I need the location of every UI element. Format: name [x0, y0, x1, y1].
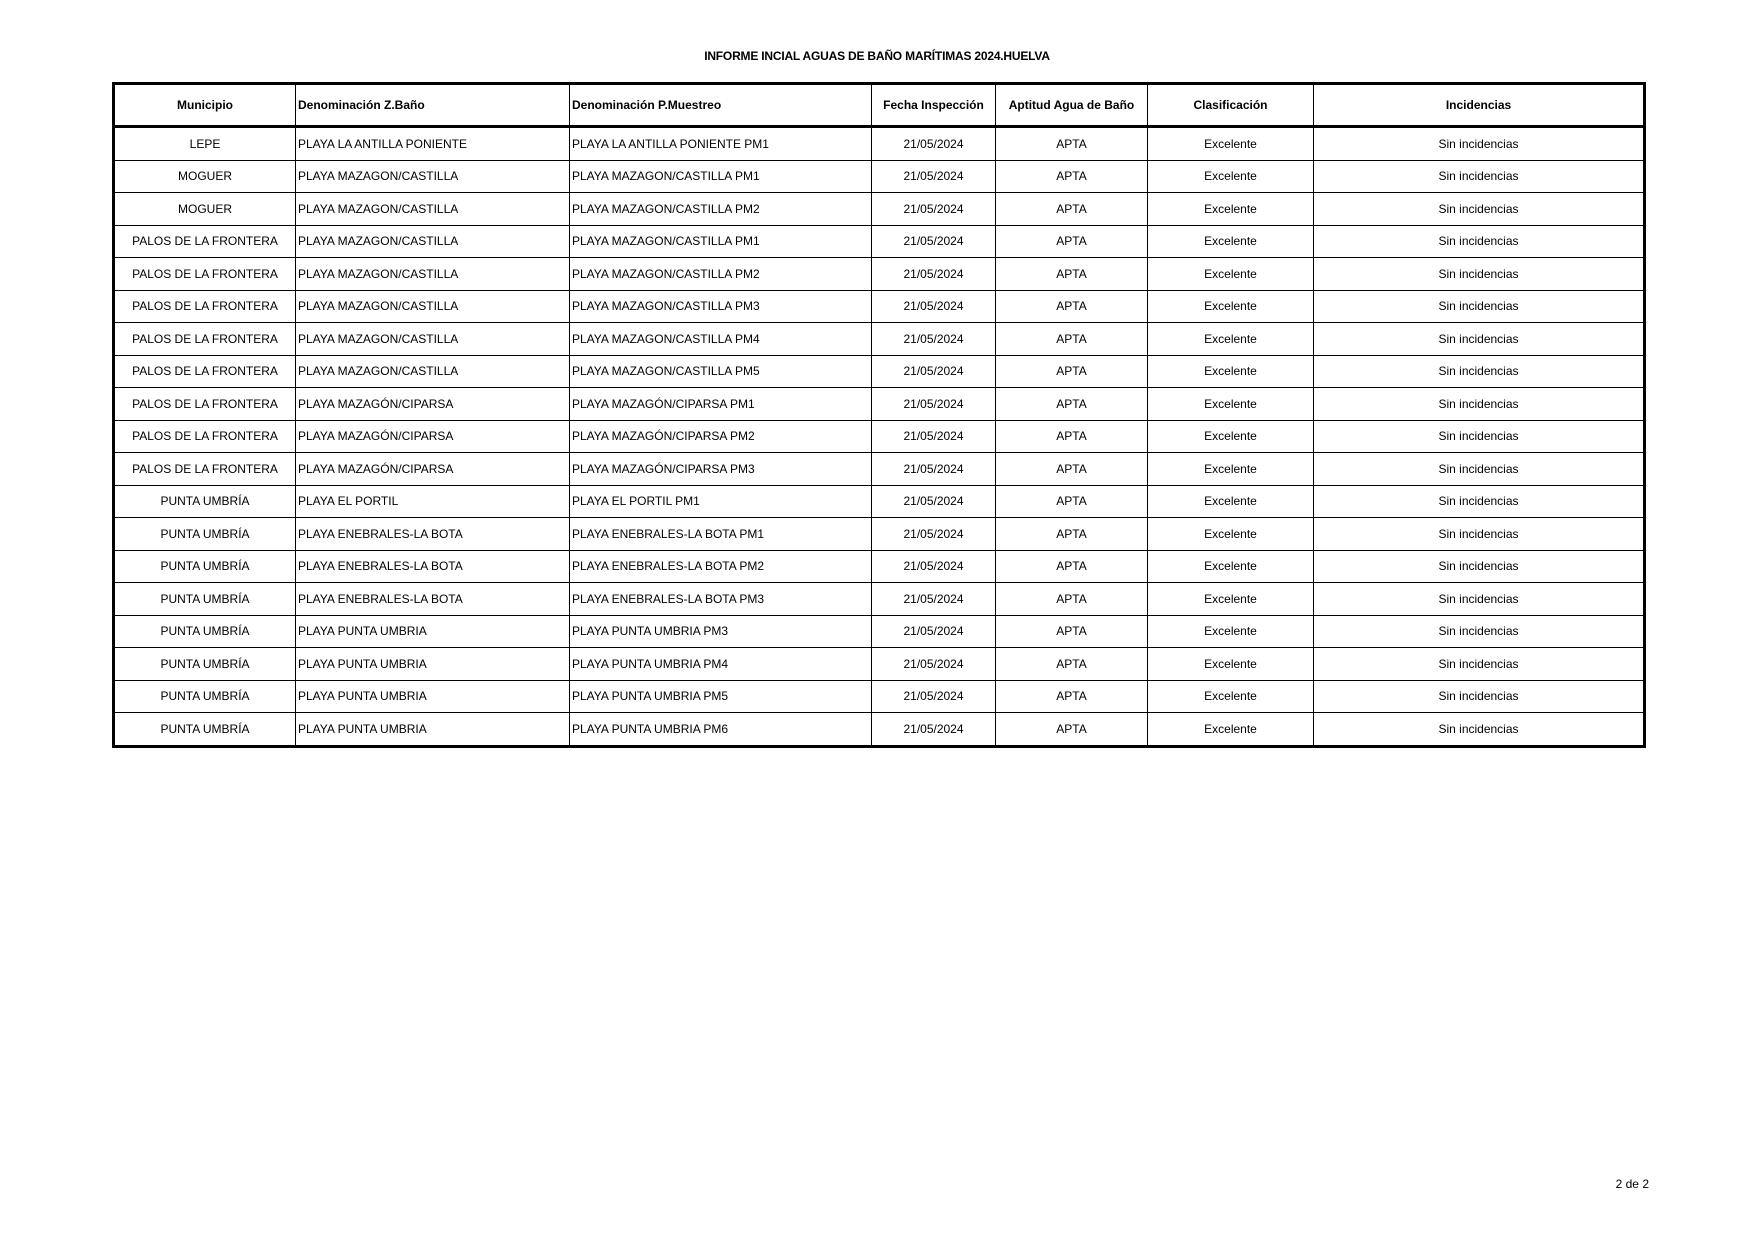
- cell-punto-muestreo: PLAYA MAZAGÓN/CIPARSA PM1: [570, 388, 872, 421]
- cell-aptitud: APTA: [996, 518, 1148, 551]
- column-header-punto-muestreo: Denominación P.Muestreo: [570, 84, 872, 127]
- cell-clasificacion: Excelente: [1148, 615, 1314, 648]
- cell-punto-muestreo: PLAYA MAZAGON/CASTILLA PM3: [570, 290, 872, 323]
- cell-fecha-inspeccion: 21/05/2024: [872, 453, 996, 486]
- column-header-zona-bano: Denominación Z.Baño: [296, 84, 570, 127]
- table-row: [114, 193, 1645, 226]
- cell-municipio: MOGUER: [114, 160, 296, 193]
- cell-fecha-inspeccion: 21/05/2024: [872, 323, 996, 356]
- cell-incidencias: Sin incidencias: [1314, 420, 1645, 453]
- table-row: [114, 160, 1645, 193]
- cell-zona-bano: PLAYA MAZAGON/CASTILLA: [296, 355, 570, 388]
- table-row: [114, 583, 1645, 616]
- cell-incidencias: Sin incidencias: [1314, 290, 1645, 323]
- cell-zona-bano: PLAYA ENEBRALES-LA BOTA: [296, 518, 570, 551]
- cell-municipio: LEPE: [114, 127, 296, 161]
- cell-municipio: PUNTA UMBRÍA: [114, 550, 296, 583]
- cell-clasificacion: Excelente: [1148, 420, 1314, 453]
- cell-clasificacion: Excelente: [1148, 518, 1314, 551]
- cell-zona-bano: PLAYA PUNTA UMBRIA: [296, 713, 570, 747]
- table-row: [114, 258, 1645, 291]
- table-row: [114, 453, 1645, 486]
- cell-aptitud: APTA: [996, 615, 1148, 648]
- cell-aptitud: APTA: [996, 323, 1148, 356]
- cell-fecha-inspeccion: 21/05/2024: [872, 193, 996, 226]
- cell-aptitud: APTA: [996, 258, 1148, 291]
- cell-zona-bano: PLAYA MAZAGON/CASTILLA: [296, 258, 570, 291]
- cell-zona-bano: PLAYA EL PORTIL: [296, 485, 570, 518]
- table-row: [114, 648, 1645, 681]
- cell-zona-bano: PLAYA PUNTA UMBRIA: [296, 615, 570, 648]
- column-header-fecha-inspeccion: Fecha Inspección: [872, 84, 996, 127]
- cell-municipio: PUNTA UMBRÍA: [114, 583, 296, 616]
- table-row: [114, 550, 1645, 583]
- cell-incidencias: Sin incidencias: [1314, 258, 1645, 291]
- cell-aptitud: APTA: [996, 453, 1148, 486]
- cell-municipio: PUNTA UMBRÍA: [114, 648, 296, 681]
- table-body: [114, 127, 1645, 747]
- cell-municipio: PUNTA UMBRÍA: [114, 485, 296, 518]
- cell-punto-muestreo: PLAYA EL PORTIL PM1: [570, 485, 872, 518]
- cell-clasificacion: Excelente: [1148, 258, 1314, 291]
- cell-punto-muestreo: PLAYA MAZAGON/CASTILLA PM2: [570, 258, 872, 291]
- cell-fecha-inspeccion: 21/05/2024: [872, 680, 996, 713]
- cell-clasificacion: Excelente: [1148, 160, 1314, 193]
- cell-incidencias: Sin incidencias: [1314, 615, 1645, 648]
- cell-incidencias: Sin incidencias: [1314, 453, 1645, 486]
- column-header-clasificacion: Clasificación: [1148, 84, 1314, 127]
- cell-fecha-inspeccion: 21/05/2024: [872, 713, 996, 747]
- table-row: [114, 388, 1645, 421]
- cell-punto-muestreo: PLAYA MAZAGÓN/CIPARSA PM3: [570, 453, 872, 486]
- table-row: [114, 290, 1645, 323]
- cell-fecha-inspeccion: 21/05/2024: [872, 583, 996, 616]
- table-row: [114, 225, 1645, 258]
- cell-clasificacion: Excelente: [1148, 323, 1314, 356]
- cell-fecha-inspeccion: 21/05/2024: [872, 648, 996, 681]
- table-row: [114, 323, 1645, 356]
- cell-punto-muestreo: PLAYA MAZAGON/CASTILLA PM4: [570, 323, 872, 356]
- cell-aptitud: APTA: [996, 648, 1148, 681]
- table-row: [114, 127, 1645, 161]
- cell-fecha-inspeccion: 21/05/2024: [872, 160, 996, 193]
- cell-zona-bano: PLAYA MAZAGÓN/CIPARSA: [296, 453, 570, 486]
- cell-punto-muestreo: PLAYA PUNTA UMBRIA PM4: [570, 648, 872, 681]
- cell-punto-muestreo: PLAYA MAZAGON/CASTILLA PM1: [570, 225, 872, 258]
- cell-fecha-inspeccion: 21/05/2024: [872, 615, 996, 648]
- cell-municipio: PALOS DE LA FRONTERA: [114, 258, 296, 291]
- bathing-water-report-table: [112, 82, 1646, 748]
- cell-punto-muestreo: PLAYA MAZAGON/CASTILLA PM5: [570, 355, 872, 388]
- cell-municipio: PALOS DE LA FRONTERA: [114, 290, 296, 323]
- cell-fecha-inspeccion: 21/05/2024: [872, 355, 996, 388]
- cell-aptitud: APTA: [996, 680, 1148, 713]
- cell-municipio: PALOS DE LA FRONTERA: [114, 420, 296, 453]
- cell-punto-muestreo: PLAYA ENEBRALES-LA BOTA PM3: [570, 583, 872, 616]
- table-row: [114, 615, 1645, 648]
- column-header-aptitud: Aptitud Agua de Baño: [996, 84, 1148, 127]
- cell-zona-bano: PLAYA PUNTA UMBRIA: [296, 680, 570, 713]
- table-row: [114, 518, 1645, 551]
- cell-aptitud: APTA: [996, 160, 1148, 193]
- page-number: 2 de 2: [1615, 1177, 1649, 1191]
- cell-clasificacion: Excelente: [1148, 680, 1314, 713]
- cell-fecha-inspeccion: 21/05/2024: [872, 290, 996, 323]
- cell-incidencias: Sin incidencias: [1314, 583, 1645, 616]
- cell-aptitud: APTA: [996, 225, 1148, 258]
- cell-aptitud: APTA: [996, 388, 1148, 421]
- cell-clasificacion: Excelente: [1148, 388, 1314, 421]
- cell-zona-bano: PLAYA MAZAGON/CASTILLA: [296, 323, 570, 356]
- cell-zona-bano: PLAYA ENEBRALES-LA BOTA: [296, 583, 570, 616]
- document-title: INFORME INCIAL AGUAS DE BAÑO MARÍTIMAS 2024.HUELVA: [704, 49, 1050, 63]
- cell-fecha-inspeccion: 21/05/2024: [872, 258, 996, 291]
- cell-municipio: PUNTA UMBRÍA: [114, 713, 296, 747]
- cell-punto-muestreo: PLAYA MAZAGÓN/CIPARSA PM2: [570, 420, 872, 453]
- cell-municipio: PALOS DE LA FRONTERA: [114, 355, 296, 388]
- cell-aptitud: APTA: [996, 583, 1148, 616]
- cell-municipio: PUNTA UMBRÍA: [114, 615, 296, 648]
- cell-punto-muestreo: PLAYA ENEBRALES-LA BOTA PM1: [570, 518, 872, 551]
- column-header-municipio: Municipio: [114, 84, 296, 127]
- cell-incidencias: Sin incidencias: [1314, 225, 1645, 258]
- cell-incidencias: Sin incidencias: [1314, 355, 1645, 388]
- cell-aptitud: APTA: [996, 290, 1148, 323]
- cell-clasificacion: Excelente: [1148, 225, 1314, 258]
- cell-incidencias: Sin incidencias: [1314, 518, 1645, 551]
- cell-fecha-inspeccion: 21/05/2024: [872, 518, 996, 551]
- cell-aptitud: APTA: [996, 355, 1148, 388]
- cell-fecha-inspeccion: 21/05/2024: [872, 388, 996, 421]
- cell-municipio: PUNTA UMBRÍA: [114, 518, 296, 551]
- cell-aptitud: APTA: [996, 420, 1148, 453]
- cell-punto-muestreo: PLAYA MAZAGON/CASTILLA PM1: [570, 160, 872, 193]
- cell-punto-muestreo: PLAYA ENEBRALES-LA BOTA PM2: [570, 550, 872, 583]
- cell-zona-bano: PLAYA MAZAGON/CASTILLA: [296, 160, 570, 193]
- table-header-row: [114, 84, 1645, 127]
- cell-punto-muestreo: PLAYA PUNTA UMBRIA PM3: [570, 615, 872, 648]
- cell-fecha-inspeccion: 21/05/2024: [872, 420, 996, 453]
- cell-municipio: PALOS DE LA FRONTERA: [114, 388, 296, 421]
- cell-municipio: PALOS DE LA FRONTERA: [114, 323, 296, 356]
- cell-fecha-inspeccion: 21/05/2024: [872, 485, 996, 518]
- cell-incidencias: Sin incidencias: [1314, 388, 1645, 421]
- table-row: [114, 680, 1645, 713]
- cell-punto-muestreo: PLAYA PUNTA UMBRIA PM6: [570, 713, 872, 747]
- cell-punto-muestreo: PLAYA MAZAGON/CASTILLA PM2: [570, 193, 872, 226]
- cell-municipio: PUNTA UMBRÍA: [114, 680, 296, 713]
- cell-municipio: PALOS DE LA FRONTERA: [114, 225, 296, 258]
- cell-clasificacion: Excelente: [1148, 290, 1314, 323]
- cell-fecha-inspeccion: 21/05/2024: [872, 550, 996, 583]
- cell-clasificacion: Excelente: [1148, 648, 1314, 681]
- cell-punto-muestreo: PLAYA LA ANTILLA PONIENTE PM1: [570, 127, 872, 161]
- cell-incidencias: Sin incidencias: [1314, 193, 1645, 226]
- column-header-incidencias: Incidencias: [1314, 84, 1645, 127]
- table-row: [114, 485, 1645, 518]
- cell-incidencias: Sin incidencias: [1314, 323, 1645, 356]
- cell-zona-bano: PLAYA MAZAGÓN/CIPARSA: [296, 388, 570, 421]
- cell-clasificacion: Excelente: [1148, 485, 1314, 518]
- cell-zona-bano: PLAYA PUNTA UMBRIA: [296, 648, 570, 681]
- cell-clasificacion: Excelente: [1148, 127, 1314, 161]
- cell-zona-bano: PLAYA MAZAGON/CASTILLA: [296, 193, 570, 226]
- cell-zona-bano: PLAYA ENEBRALES-LA BOTA: [296, 550, 570, 583]
- cell-incidencias: Sin incidencias: [1314, 550, 1645, 583]
- cell-aptitud: APTA: [996, 193, 1148, 226]
- cell-zona-bano: PLAYA MAZAGÓN/CIPARSA: [296, 420, 570, 453]
- table-row: [114, 420, 1645, 453]
- table-row: [114, 355, 1645, 388]
- cell-clasificacion: Excelente: [1148, 713, 1314, 747]
- cell-incidencias: Sin incidencias: [1314, 680, 1645, 713]
- cell-fecha-inspeccion: 21/05/2024: [872, 225, 996, 258]
- cell-municipio: MOGUER: [114, 193, 296, 226]
- cell-incidencias: Sin incidencias: [1314, 160, 1645, 193]
- cell-aptitud: APTA: [996, 127, 1148, 161]
- cell-fecha-inspeccion: 21/05/2024: [872, 127, 996, 161]
- cell-clasificacion: Excelente: [1148, 550, 1314, 583]
- cell-clasificacion: Excelente: [1148, 355, 1314, 388]
- cell-punto-muestreo: PLAYA PUNTA UMBRIA PM5: [570, 680, 872, 713]
- cell-municipio: PALOS DE LA FRONTERA: [114, 453, 296, 486]
- cell-zona-bano: PLAYA MAZAGON/CASTILLA: [296, 225, 570, 258]
- cell-aptitud: APTA: [996, 713, 1148, 747]
- cell-zona-bano: PLAYA LA ANTILLA PONIENTE: [296, 127, 570, 161]
- cell-zona-bano: PLAYA MAZAGON/CASTILLA: [296, 290, 570, 323]
- cell-clasificacion: Excelente: [1148, 193, 1314, 226]
- table-row: [114, 713, 1645, 747]
- cell-clasificacion: Excelente: [1148, 453, 1314, 486]
- cell-aptitud: APTA: [996, 550, 1148, 583]
- cell-clasificacion: Excelente: [1148, 583, 1314, 616]
- cell-aptitud: APTA: [996, 485, 1148, 518]
- cell-incidencias: Sin incidencias: [1314, 127, 1645, 161]
- cell-incidencias: Sin incidencias: [1314, 713, 1645, 747]
- cell-incidencias: Sin incidencias: [1314, 485, 1645, 518]
- cell-incidencias: Sin incidencias: [1314, 648, 1645, 681]
